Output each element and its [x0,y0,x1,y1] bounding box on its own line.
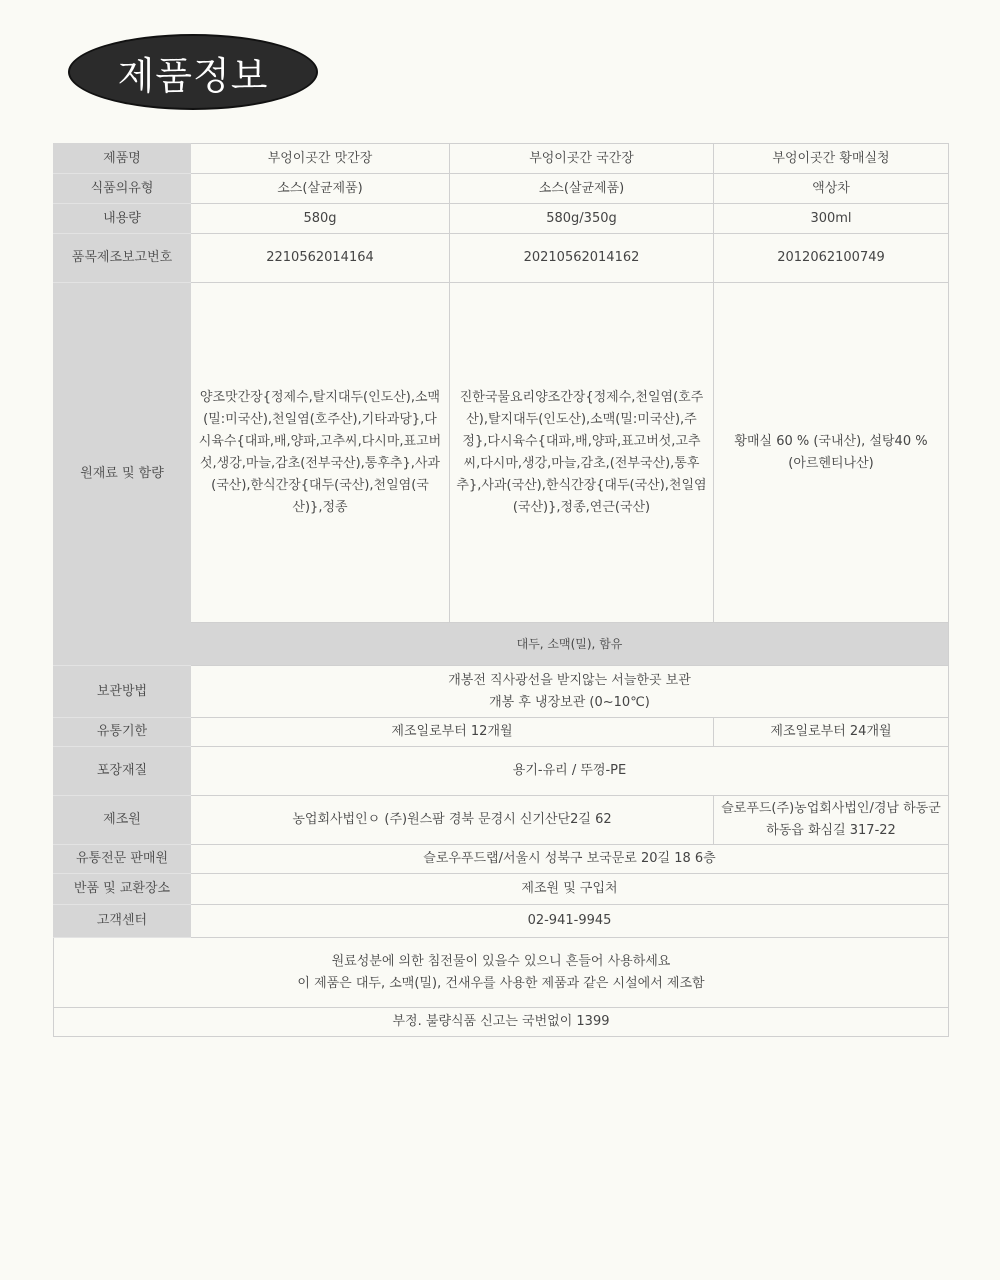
header-report-number: 품목제조보고번호 [54,234,191,283]
row-packaging [54,747,949,796]
manufacturer-third: 슬로푸드(주)농업회사법인/경남 하동군 하동읍 화심길 317-22 [714,796,949,845]
row-customer-center [54,905,949,938]
row-ingredients [54,283,949,623]
row-notice [54,938,949,1008]
product-1-ingredients: 양조맛간장{정제수,탈지대두(인도산),소맥(밀:미국산),천일염(호주산),기타과당},다시육수{대파,배,양파,고추씨,다시마,표고버섯,생강,마늘,감초(전부국산),통후추},사과(국산),한식간장{대두(국산),천일염(국산)},정종 [191,283,450,623]
row-product-name [54,144,949,174]
row-storage [54,666,949,718]
product-1-name: 부엉이곳간 맛간장 [191,144,450,174]
product-2-type: 소스(살균제품) [450,174,714,204]
report-text: 부정. 불량식품 신고는 국번없이 1399 [54,1008,949,1037]
notice-text: 원료성분에 의한 침전물이 있을수 있으니 흔들어 사용하세요 이 제품은 대두, 소맥(밀), 건새우를 사용한 제품과 같은 시설에서 제조함 [54,938,949,1008]
packaging-material: 용기-유리 / 뚜껑-PE [191,747,949,796]
manufacturer-first: 농업회사법인ㅇ (주)원스팜 경북 문경시 신기산단2길 62 [191,796,714,845]
header-returns: 반품 및 교환장소 [54,874,191,905]
header-packaging: 포장재질 [54,747,191,796]
header-volume: 내용량 [54,204,191,234]
distributor-info: 슬로우푸드랩/서울시 성북구 보국문로 20길 18 6층 [191,845,949,874]
title-badge [68,34,318,110]
header-shelf-life: 유통기한 [54,718,191,747]
product-2-name: 부엉이곳간 국간장 [450,144,714,174]
row-manufacturer [54,796,949,845]
product-3-name: 부엉이곳간 황매실청 [714,144,949,174]
shelf-life-third: 제조일로부터 24개월 [714,718,949,747]
product-3-type: 액상차 [714,174,949,204]
header-product-name: 제품명 [54,144,191,174]
product-info-table [53,143,949,1037]
product-2-ingredients: 진한국물요리양조간장{정제수,천일염(호주산),탈지대두(인도산),소맥(밀:미국산),주정},다시육수{대파,배,양파,표고버섯,고추씨,다시마,생강,마늘,감초,(전부국산),통후추},사과(국산),한식간장{대두(국산),천일염(국산)},정종,연근(국산) [450,283,714,623]
row-volume [54,204,949,234]
row-shelf-life [54,718,949,747]
row-distributor [54,845,949,874]
header-distributor: 유통전문 판매원 [54,845,191,874]
page-title: 제품정보 [117,53,269,98]
product-1-volume: 580g [191,204,450,234]
row-report [54,1008,949,1037]
header-ingredients: 원재료 및 함량 [54,283,191,666]
header-storage: 보관방법 [54,666,191,718]
product-1-type: 소스(살균제품) [191,174,450,204]
product-2-report-number: 20210562014162 [450,234,714,283]
customer-center-phone: 02-941-9945 [191,905,949,938]
returns-place: 제조원 및 구입처 [191,874,949,905]
product-3-volume: 300ml [714,204,949,234]
shelf-life-first: 제조일로부터 12개월 [191,718,714,747]
storage-method: 개봉전 직사광선을 받지않는 서늘한곳 보관 개봉 후 냉장보관 (0~10℃) [191,666,949,718]
allergy-info: 대두, 소맥(밀), 함유 [191,623,949,666]
row-returns [54,874,949,905]
product-3-ingredients: 황매실 60 % (국내산), 설탕40 % (아르헨티나산) [714,283,949,623]
product-2-volume: 580g/350g [450,204,714,234]
product-1-report-number: 2210562014164 [191,234,450,283]
row-report-number [54,234,949,283]
header-food-type: 식품의유형 [54,174,191,204]
row-food-type [54,174,949,204]
header-manufacturer: 제조원 [54,796,191,845]
header-customer-center: 고객센터 [54,905,191,938]
product-3-report-number: 2012062100749 [714,234,949,283]
